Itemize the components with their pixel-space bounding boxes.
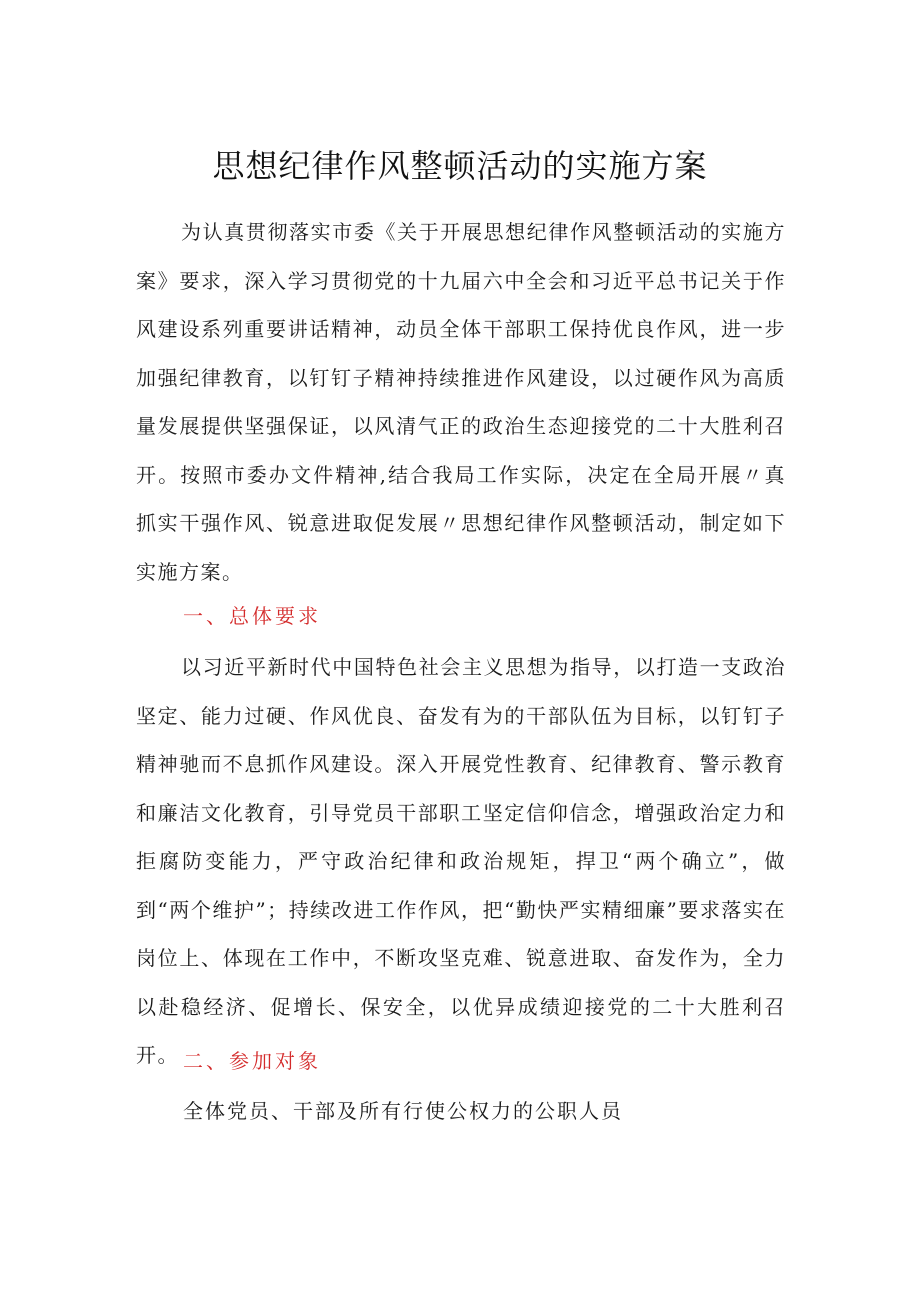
section-heading-general-requirements: 一、总体要求	[183, 604, 321, 628]
general-requirements-paragraph: 以习近平新时代中国特色社会主义思想为指导，以打造一支政治坚定、能力过硬、作风优良、奋发有为的干部队伍为目标，以钉钉子精神驰而不息抓作风建设。深入开展党性教育、纪律教育、警示教育和廉洁文化教育，引导党员干部职工坚定信仰信念，增强政治定力和拒腐防变能力，严守政治纪律和政治规矩，捍卫“两个确立”，做到“两个维护”；持续改进工作作风，把“勤快严实精细廉”要求落实在岗位上、体现在工作中，不断攻坚克难、锐意进取、奋发作为，全力以赴稳经济、促增长、保安全，以优异成绩迎接党的二十大胜利召开。	[136, 655, 786, 1067]
document-title: 思想纪律作风整顿活动的实施方案	[212, 147, 708, 185]
intro-paragraph: 为认真贯彻落实市委《关于开展思想纪律作风整顿活动的实施方案》要求，深入学习贯彻党的十九届六中全会和习近平总书记关于作风建设系列重要讲话精神，动员全体干部职工保持优良作风，进一步加强纪律教育，以钉钉子精神持续推进作风建设，以过硬作风为高质量发展提供坚强保证，以风清气正的政治生态迎接党的二十大胜利召开。按照市委办文件精神,结合我局工作实际，决定在全局开展〃真抓实干强作风、锐意进取促发展〃思想纪律作风整顿活动，制定如下实施方案。	[136, 220, 786, 584]
participants-paragraph: 全体党员、干部及所有行使公权力的公职人员	[183, 1099, 623, 1123]
section-heading-participants: 二、参加对象	[183, 1049, 321, 1073]
